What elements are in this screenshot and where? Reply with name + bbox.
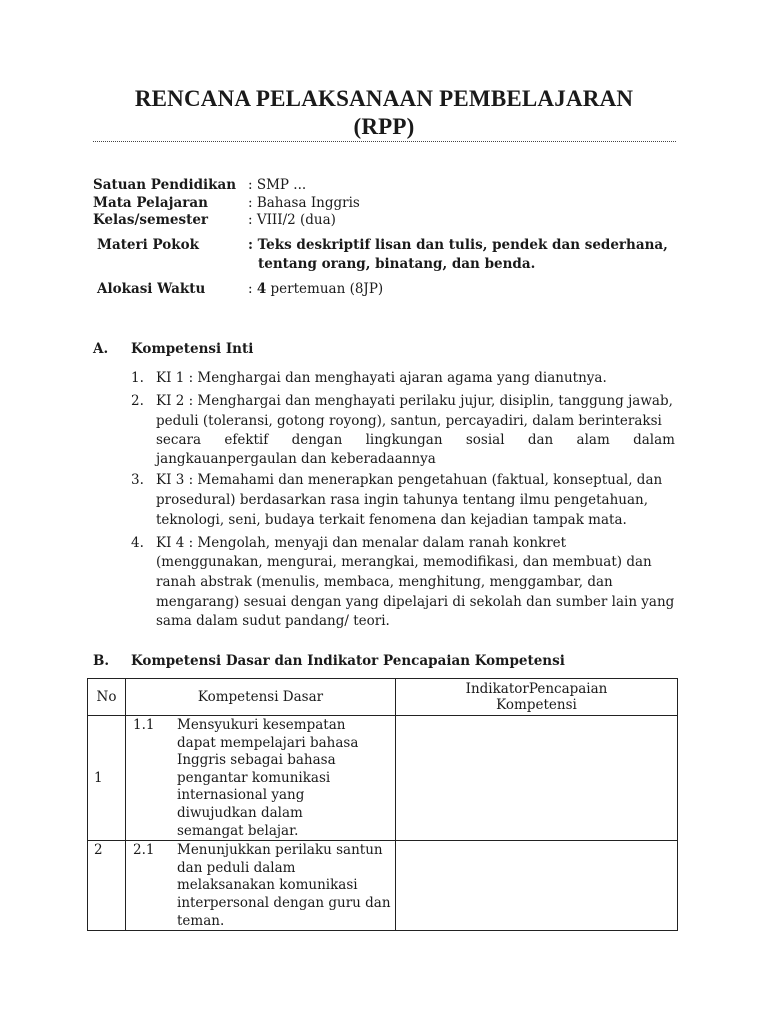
indicator-cell (396, 841, 678, 931)
kd-text: Mensyukuri kesempatan dapat mempelajari bahasa Inggris sebagai bahasa pengantar komunikasi internasional yang diwujudkan dalam semangat belajar. (177, 717, 359, 839)
ki-4-line: (menggunakan, mengurai, merangkai, memodifikasi, dan membuat) dan (156, 554, 652, 570)
kd-number: 2.1 (133, 842, 155, 859)
kd-number: 1.1 (133, 717, 155, 733)
materi-value-line1: : Teks deskriptif lisan dan tulis, pendek dan sederhana, (248, 237, 668, 253)
mapel-label: Mata Pelajaran (93, 195, 208, 211)
title-divider (93, 141, 676, 142)
alokasi-label: Alokasi Waktu (97, 281, 206, 297)
ki-3-line: KI 3 : Memahami dan menerapkan pengetahuan (faktual, konseptual, dan (156, 472, 663, 488)
ki-2-line: KI 2 : Menghargai dan menghayati perilaku jujur, disiplin, tanggung jawab, (156, 393, 673, 409)
header-indikator-line2: Kompetensi (496, 697, 577, 713)
ki-3-line: teknologi, seni, budaya terkait fenomena dan kejadian tampak mata. (156, 512, 627, 528)
kd-cell (126, 716, 396, 841)
row-number: 1 (88, 716, 126, 841)
table-header-row (88, 679, 678, 716)
ki-2-line: peduli (toleransi, gotong royong), santun, percayadiri, dalam berinteraksi (156, 413, 662, 429)
satuan-value: : SMP ... (248, 177, 307, 193)
indicator-cell (396, 716, 678, 841)
section-b-title: Kompetensi Dasar dan Indikator Pencapaian Kompetensi (131, 653, 565, 669)
document-subtitle: (RPP) (353, 114, 415, 139)
header-indikator-line1: IndikatorPencapaian (465, 681, 608, 697)
word: lingkungan (365, 432, 443, 448)
kelas-value: : VIII/2 (dua) (248, 212, 336, 228)
table-row (88, 716, 678, 841)
ki-4-line: sama dalam sudut pandang/ teori. (156, 613, 390, 629)
ki-2-number: 2. (131, 393, 144, 409)
row-number: 2 (88, 841, 126, 931)
ki-4-line: KI 4 : Mengolah, menyaji dan menalar dalam ranah konkret (156, 535, 567, 551)
ki-4-line: ranah abstrak (menulis, membaca, menghitung, menggambar, dan (156, 574, 613, 590)
ki-1-number: 1. (131, 370, 144, 386)
table-row (88, 841, 678, 931)
alokasi-rest: pertemuan (8JP) (266, 281, 384, 297)
satuan-label: Satuan Pendidikan (93, 177, 237, 193)
mapel-value: : Bahasa Inggris (248, 195, 360, 211)
word: dengan (291, 432, 343, 448)
materi-value-line2: tentang orang, binatang, dan benda. (258, 256, 536, 272)
ki-1-line: KI 1 : Menghargai dan menghayati ajaran agama yang dianutnya. (156, 370, 607, 386)
ki-4-line: mengarang) sesuai dengan yang dipelajari di sekolah dan sumber lain yang (156, 594, 675, 610)
word: dan (527, 432, 554, 448)
kd-indicator-table (87, 678, 678, 931)
alokasi-value (248, 281, 383, 297)
ki-2-line-justified (156, 432, 675, 448)
section-a-letter: A. (93, 341, 109, 357)
section-b-letter: B. (93, 653, 110, 669)
section-a-title: Kompetensi Inti (131, 341, 254, 357)
header-kompetensi-dasar: Kompetensi Dasar (126, 679, 396, 716)
word: dalam (633, 432, 675, 448)
word: sosial (465, 432, 505, 448)
ki-2-line: jangkauanpergaulan dan keberadaannya (156, 451, 436, 467)
kelas-label: Kelas/semester (93, 212, 209, 228)
ki-4-number: 4. (131, 535, 144, 551)
alokasi-number: 4 (256, 281, 267, 297)
materi-label: Materi Pokok (97, 237, 199, 253)
ki-3-line: prosedural) berdasarkan rasa ingin tahunya tentang ilmu pengetahuan, (156, 492, 649, 508)
kd-text: Menunjukkan perilaku santun dan peduli dalam melaksanakan komunikasi interpersonal dengan guru dan teman. (177, 842, 391, 929)
ki-3-number: 3. (131, 472, 144, 488)
header-indikator (396, 679, 678, 716)
document-title: RENCANA PELAKSANAAN PEMBELAJARAN (134, 86, 634, 111)
word: efektif (224, 432, 269, 448)
word: alam (576, 432, 610, 448)
kd-cell (126, 841, 396, 931)
header-no: No (88, 679, 126, 716)
word: secara (156, 432, 202, 448)
alokasi-prefix: : (248, 281, 257, 297)
